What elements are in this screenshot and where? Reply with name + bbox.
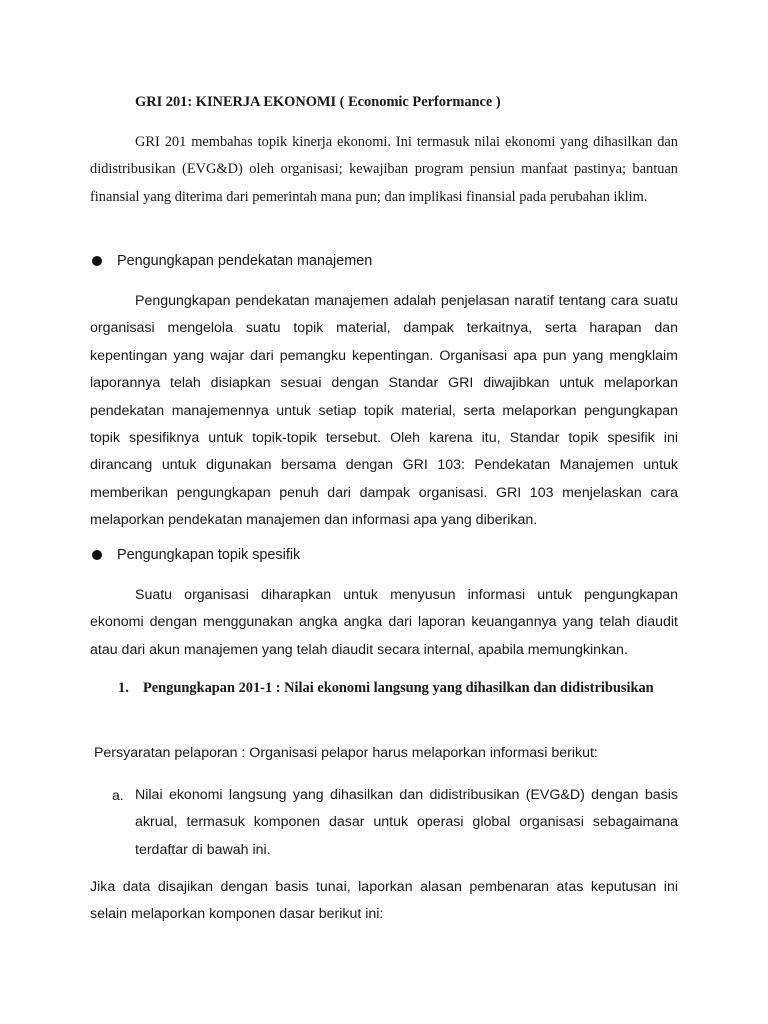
list-marker: a. (112, 787, 124, 803)
bullet-item-management-approach (90, 248, 678, 275)
list-item-a (112, 782, 678, 864)
bullet-label: Pengungkapan pendekatan manajemen (117, 253, 373, 269)
management-approach-paragraph: Pengungkapan pendekatan manajemen adalah penjelasan naratif tentang cara suatu organisasi mengelola suatu topik material, dampak terkaitnya, serta harapan dan kepentingan yang wajar dari pemangku kepentingan. Organisasi apa pun yang mengklaim laporannya telah disiapkan sesuai dengan Standar GRI diwajibkan untuk melaporkan pendekatan manajemennya untuk setiap topik material, serta melaporkan pengungkapan topik spesifiknya untuk topik-topik tersebut. Oleh karena itu, Standar topik spesifik ini dirancang untuk digunakan bersama dengan GRI 103: Pendekatan Manajemen untuk memberikan pengungkapan penuh dari dampak organisasi. GRI 103 menjelaskan cara melaporkan pendekatan manajemen dan informasi apa yang diberikan. (90, 293, 678, 529)
numbered-marker: 1. (118, 680, 129, 696)
numbered-heading-text: Pengungkapan 201-1 : Nilai ekonomi langsung yang dihasilkan dan didistribusikan (143, 680, 654, 696)
requirements-line: Persyaratan pelaporan : Organisasi pelapor harus melaporkan informasi berikut: (90, 745, 598, 761)
cash-basis-paragraph: Jika data disajikan dengan basis tunai, laporkan alasan pembenaran atas keputusan ini selain melaporkan komponen dasar berikut ini: (90, 879, 678, 923)
intro-paragraph: GRI 201 membahas topik kinerja ekonomi. Ini termasuk nilai ekonomi yang dihasilkan dan didistribusikan (EVG&D) oleh organisasi; kewajiban program pensiun manfaat pastinya; bantuan finansial yang diterima dari pemerintah mana pun; dan implikasi finansial pada perubahan iklim. (90, 134, 678, 205)
document-title: GRI 201: KINERJA EKONOMI ( Economic Performance ) (135, 94, 501, 110)
bullet-dot-icon (92, 550, 102, 560)
bullet-item-topic-specific (90, 542, 678, 569)
list-item-text: Nilai ekonomi langsung yang dihasilkan dan didistribusikan (EVG&D) dengan basis akrual, termasuk komponen dasar untuk operasi global organisasi sebagaimana terdaftar di bawah ini. (135, 787, 678, 858)
numbered-heading (118, 675, 678, 702)
bullet-label: Pengungkapan topik spesifik (117, 547, 301, 563)
topic-specific-paragraph: Suatu organisasi diharapkan untuk menyusun informasi untuk pengungkapan ekonomi dengan menggunakan angka angka dari laporan keuangannya yang telah diaudit atau dari akun manajemen yang telah diaudit secara internal, apabila memungkinkan. (90, 587, 678, 658)
bullet-dot-icon (92, 256, 102, 266)
